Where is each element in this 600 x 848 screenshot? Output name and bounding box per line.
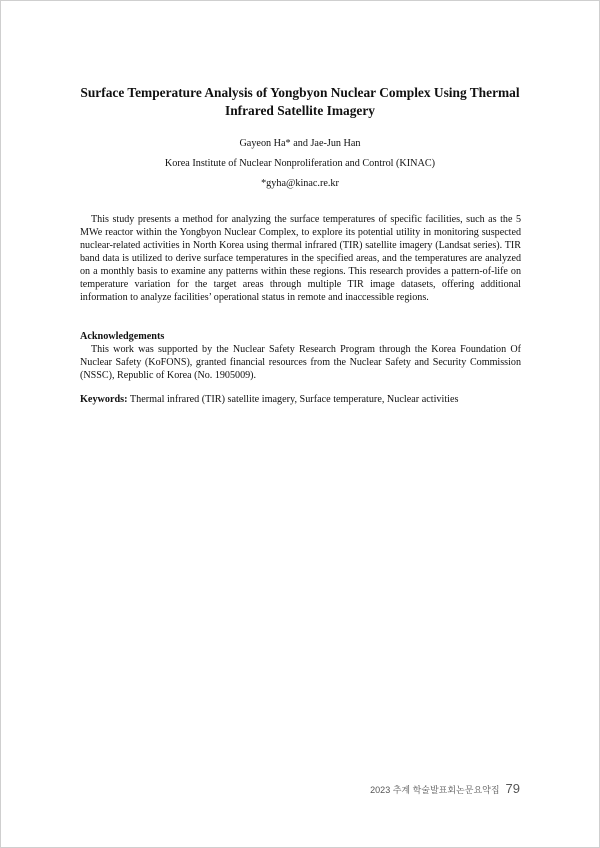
keywords-line [80, 393, 521, 406]
affiliation: Korea Institute of Nuclear Nonproliferation and Control (KINAC) [164, 158, 436, 169]
acknowledgements-heading: Acknowledgements [80, 331, 165, 342]
acknowledgements-paragraph: This work was supported by the Nuclear Safety Research Program through the Korea Foundation Of Nuclear Safety (KoFONS), granted financial resources from the Nuclear Safety and Security Commission (NSSC), Republic of Korea (No. 1905009). [80, 344, 521, 382]
authors: Gayeon Ha* and Jae-Jun Han [239, 138, 361, 149]
keywords-text: Thermal infrared (TIR) satellite imagery, Surface temperature, Nuclear activities [129, 394, 459, 405]
footer-proceedings-title: 2023 추계 학술발표회논문요약집 [370, 785, 500, 795]
keywords-label: Keywords: [80, 394, 128, 405]
paper-title: Surface Temperature Analysis of Yongbyon Nuclear Complex Using Thermal Infrared Satellite Imagery [80, 85, 520, 118]
email: *gyha@kinac.re.kr [261, 178, 339, 189]
page-number: 79 [505, 781, 520, 796]
page-footer [370, 780, 520, 798]
abstract-paragraph: This study presents a method for analyzing the surface temperatures of specific facilities, such as the 5 MWe reactor within the Yongbyon Nuclear Complex, to explore its potential utility in monitoring suspected nuclear-related activities in North Korea using thermal infrared (TIR) satellite imagery (Landsat series). TIR band data is utilized to derive surface temperatures in the specified areas, and the temperatures are analyzed on a monthly basis to examine any patterns within these regions. This research provides a pattern-of-life on temperature variation for the target areas through multiple TIR image datasets, offering additional information to analyze facilities’ operational status in remote and inaccessible regions. [80, 214, 521, 304]
